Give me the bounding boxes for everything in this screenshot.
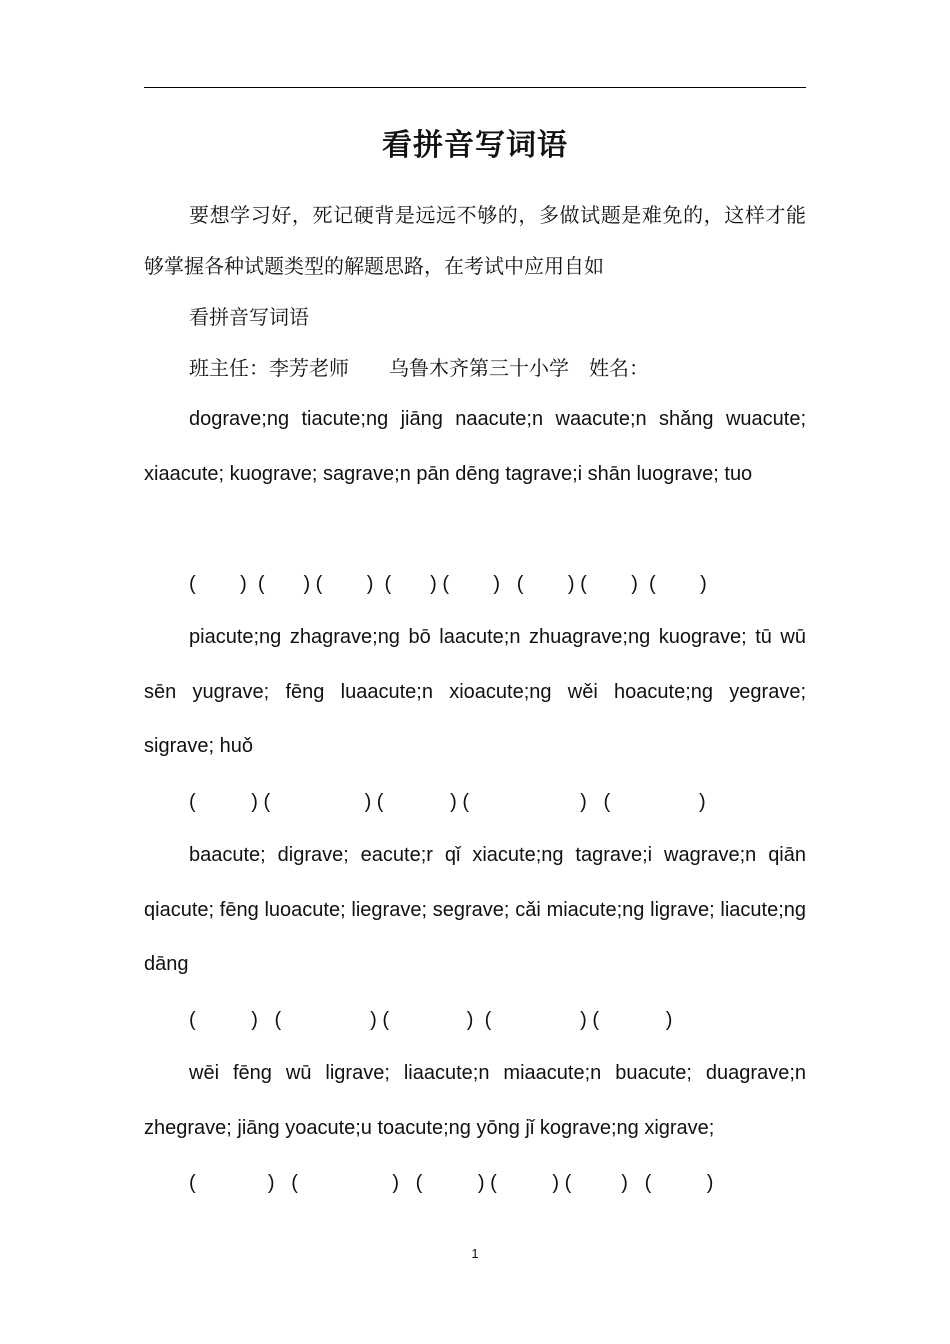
- header-rule: [144, 87, 806, 88]
- intro-paragraph: 要想学习好，死记硬背是远远不够的，多做试题是难免的，这样才能够掌握各种试题类型的解题思路，在考试中应用自如: [144, 203, 806, 278]
- document-title: 看拼音写词语: [382, 128, 568, 163]
- pinyin-group-1: dograve;ng tiacute;ng jiāng naacute;n waacute;n shǎng wuacute; xiaacute; kuograve; sagrave;n pān dēng tagrave;i shān luograve; tuo: [144, 408, 806, 485]
- page-number: 1: [471, 1246, 479, 1261]
- pinyin-group-3: baacute; digrave; eacute;r qǐ xiacute;ng tagrave;i wagrave;n qiān qiacute; fēng luoacute; liegrave; segrave; cǎi miacute;ng ligrave; liacute;ng dāng: [144, 844, 806, 975]
- answer-blanks-2: ( ) ( ) ( ) ( ) ( ): [189, 791, 706, 813]
- answer-blanks-1: ( ) ( ) ( ) ( ) ( ) ( ) ( ) ( ): [189, 573, 707, 595]
- answer-blanks-4: ( ) ( ) ( ) ( ) ( ) ( ): [189, 1172, 714, 1194]
- answer-blanks-3: ( ) ( ) ( ) ( ) ( ): [189, 1009, 673, 1031]
- header-info-line: 班主任：李芳老师 乌鲁木齐第三十小学 姓名：: [189, 356, 649, 380]
- pinyin-group-2: piacute;ng zhagrave;ng bō laacute;n zhuagrave;ng kuograve; tū wū sēn yugrave; fēng luaacute;n xioacute;ng wěi hoacute;ng yegrave; sigrave; huǒ: [144, 626, 806, 757]
- pinyin-group-4: wēi fēng wū ligrave; liaacute;n miaacute;n buacute; duagrave;n zhegrave; jiāng yoacute;u toacute;ng yōng jǐ kograve;ng xigrave;: [144, 1062, 806, 1139]
- subtitle-line: 看拼音写词语: [189, 305, 309, 329]
